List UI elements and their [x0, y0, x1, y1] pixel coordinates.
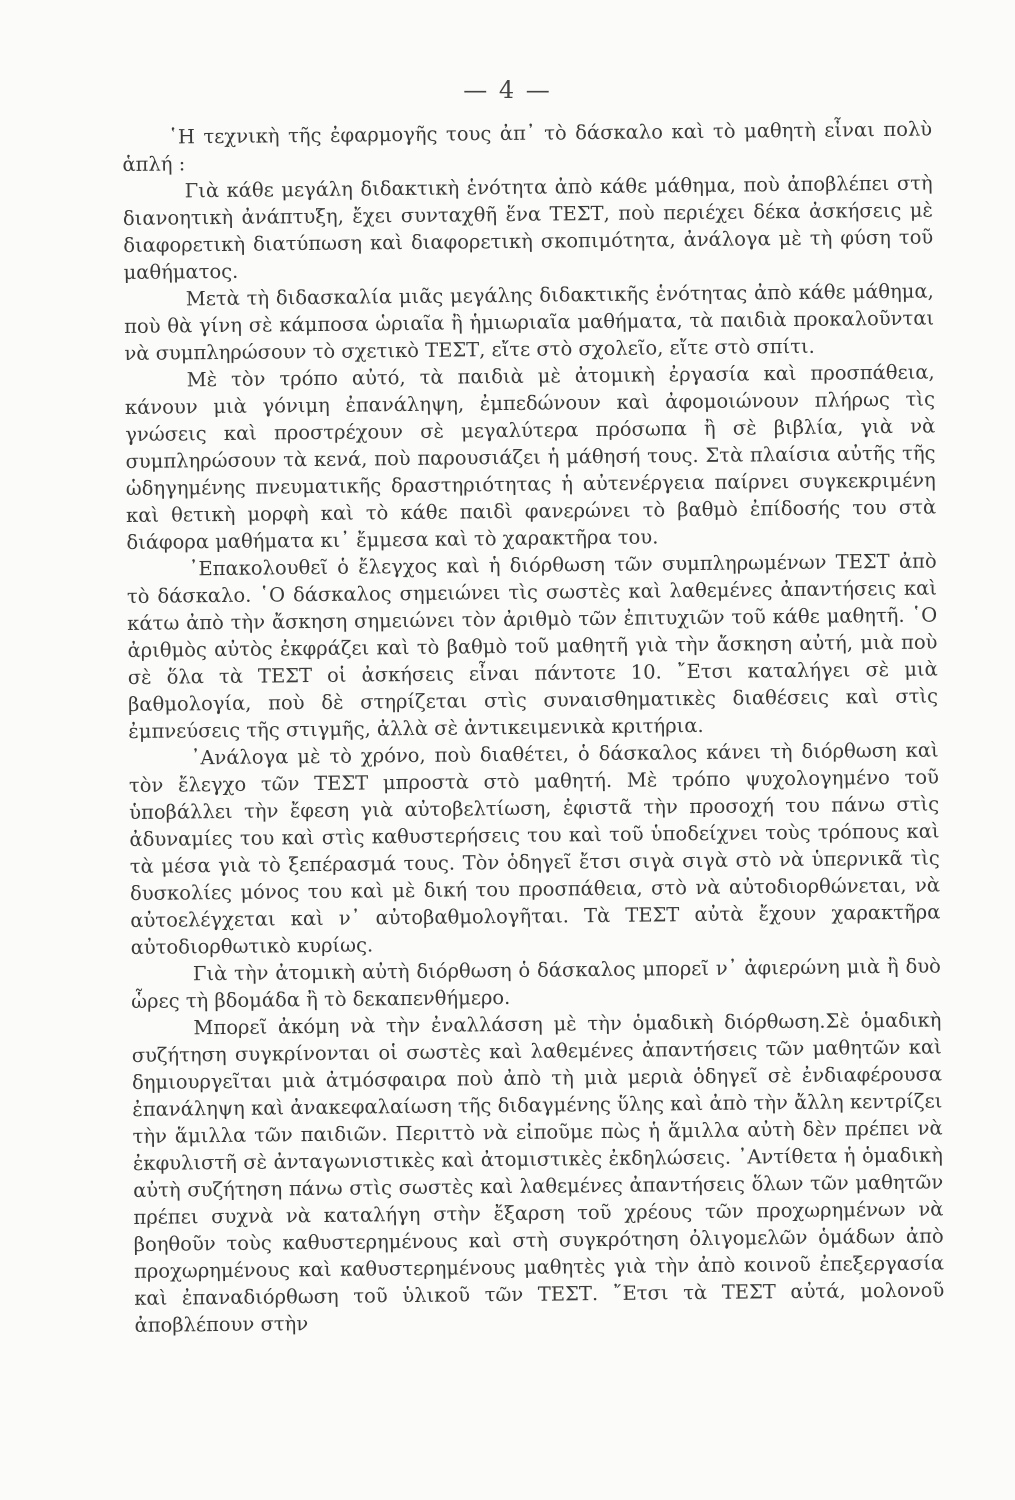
paragraph: Μπορεῖ ἀκόμη νὰ τὴν ἐναλλάσση μὲ τὴν ὁμαδικὴ διόρθωση.Σὲ ὁμαδικὴ συζήτηση συγκρίνονται οἱ σωστὲς καὶ λαθεμένες ἀπαντήσεις τῶν μαθητῶν καὶ δημιουργεῖται μιὰ ἀτμόσφαιρα ποὺ ἀπὸ τὴ μιὰ μεριὰ ὁδηγεῖ σὲ ἐνδιαφέρουσα ἐπανάληψη καὶ ἀνακεφαλαίωση τῆς διδαγμένης ὕλης καὶ ἀπὸ τὴν ἄλλη κεντρίζει τὴν ἅμιλλα τῶν παιδιῶν. Περιττὸ νὰ εἰποῦμε πὼς ἡ ἅμιλλα αὐτὴ δὲν πρέπει νὰ ἐκφυλιστῆ σὲ ἀνταγωνιστικὲς καὶ ἀτομιστικὲς ἐκδηλώσεις. ᾽Αντίθετα ἡ ὁμαδικὴ αὐτὴ συζήτηση πάνω στὶς σωστὲς καὶ λαθεμένες ἀπαντήσεις ὅλων τῶν μαθητῶν πρέπει συχνὰ νὰ καταλήγη στὴν ἔξαρση τοῦ χρέους τῶν προχωρημένων νὰ βοηθοῦν τοὺς καθυστερημένους καὶ στὴ συγκρότηση ὀλιγομελῶν ὁμάδων ἀπὸ προχωρημένους καὶ καθυστερημένους μαθητὲς γιὰ τὴν ἀπὸ κοινοῦ ἐπεξεργασία καὶ ἐπαναδιόρθωση τοῦ ὑλικοῦ τῶν ΤΕΣΤ. ῎Ετσι τὰ ΤΕΣΤ αὐτά, μολονοῦ ἀποβλέπουν στὴν: [131, 1008, 945, 1337]
paragraph: ῾Η τεχνικὴ τῆς ἐφαρμογῆς τους ἀπ᾽ τὸ δάσκαλο καὶ τὸ μαθητὴ εἶναι πολὺ ἁπλή :: [122, 117, 933, 176]
paragraph: Μετὰ τὴ διδασκαλία μιᾶς μεγάλης διδακτικῆς ἑνότητας ἀπὸ κάθε μάθημα, ποὺ θὰ γίνη σὲ κάμποσα ὡριαῖα ἢ ἡμιωριαῖα μαθήματα, τὰ παιδιὰ προκαλοῦνται νὰ συμπληρώσουν τὸ σχετικὸ ΤΕΣΤ, εἴτε στὸ σχολεῖο, εἴτε στὸ σπίτι.: [124, 279, 935, 365]
body-text: [122, 116, 945, 1339]
paragraph: ᾽Ανάλογα μὲ τὸ χρόνο, ποὺ διαθέτει, ὁ δάσκαλος κάνει τὴ διόρθωση καὶ τὸν ἔλεγχο τῶν ΤΕΣΤ μπροστὰ στὸ μαθητή. Μὲ τρόπο ψυχολογημένο τοῦ ὑποβάλλει τὴν ἔφεση γιὰ αὐτοβελτίωση, ἐφιστᾶ τὴν προσοχή του πάνω στὶς ἀδυναμίες του καὶ στὶς καθυστερήσεις του καὶ τοῦ ὑποδείχνει τοὺς τρόπους καὶ τὰ μέσα γιὰ τὸ ξεπέρασμά τους. Τὸν ὁδηγεῖ ἔτσι σιγὰ σιγὰ στὸ νὰ ὑπερνικᾶ τὶς δυσκολίες μόνος του καὶ μὲ δική του προσπάθεια, στὸ νὰ αὐτοδιορθώνεται, νὰ αὐτοελέγχεται καὶ ν᾽ αὐτοβαθμολογῆται. Τὰ ΤΕΣΤ αὐτὰ ἔχουν χαρακτῆρα αὐτοδιορθωτικὸ κυρίως.: [128, 738, 941, 959]
page-number: — 4 —: [463, 76, 552, 104]
paragraph: Γιὰ κάθε μεγάλη διδακτικὴ ἑνότητα ἀπὸ κάθε μάθημα, ποὺ ἀποβλέπει στὴ διανοητικὴ ἀνάπτυξη, ἔχει συνταχθῆ ἕνα ΤΕΣΤ, ποὺ περιέχει δέκα ἀσκήσεις μὲ διαφορετικὴ διατύπωση καὶ διαφορετικὴ σκοπιμότητα, ἀνάλογα μὲ τὴ φύση τοῦ μαθήματος.: [122, 171, 934, 284]
paragraph: ᾽Επακολουθεῖ ὁ ἔλεγχος καὶ ἡ διόρθωση τῶν συμπληρωμένων ΤΕΣΤ ἀπὸ τὸ δάσκαλο. ῾Ο δάσκαλος σημειώνει τὶς σωστὲς καὶ λαθεμένες ἀπαντήσεις καὶ κάτω ἀπὸ τὴν ἄσκηση σημειώνει τὸν ἀριθμὸ τῶν ἐπιτυχιῶν τοῦ κάθε μαθητῆ. ῾Ο ἀριθμὸς αὐτὸς ἐκφράζει καὶ τὸ βαθμὸ τοῦ μαθητῆ γιὰ τὴν ἄσκηση αὐτή, μιὰ ποὺ σὲ ὅλα τὰ ΤΕΣΤ οἱ ἀσκήσεις εἶναι πάντοτε 10. ῎Ετσι καταλήγει σὲ μιὰ βαθμολογία, ποὺ δὲ στηρίζεται στὶς συναισθηματικὲς διαθέσεις καὶ στὶς ἐμπνεύσεις τῆς στιγμῆς, ἀλλὰ σὲ ἀντικειμενικὰ κριτήρια.: [126, 549, 939, 743]
paragraph: Γιὰ τὴν ἀτομικὴ αὐτὴ διόρθωση ὁ δάσκαλος μπορεῖ ν᾽ ἀφιερώνη μιὰ ἢ δυὸ ὧρες τὴ βδομάδα ἢ τὸ δεκαπενθήμερο.: [131, 954, 941, 1013]
paragraph: Μὲ τὸν τρόπο αὐτό, τὰ παιδιὰ μὲ ἀτομικὴ ἐργασία καὶ προσπάθεια, κάνουν μιὰ γόνιμη ἐπανάληψη, ἐμπεδώνουν καὶ ἀφομοιώνουν πλήρως τὶς γνώσεις καὶ προστρέχουν σὲ μεγαλύτερα πρόσωπα ἢ σὲ βιβλία, γιὰ νὰ συμπληρώσουν τὰ κενά, ποὺ παρουσιάζει ἡ μάθησή τους. Στὰ πλαίσια αὐτῆς τῆς ὡδηγημένης πνευματικῆς δραστηριότητας ἡ αὐτενέργεια παίρνει συγκεκριμένη καὶ θετικὴ μορφὴ καὶ τὸ κάθε παιδὶ φανερώνει τὸ βαθμὸ ἐπίδοσής του στὰ διάφορα μαθήματα κι᾽ ἔμμεσα καὶ τὸ χαρακτῆρα του.: [124, 360, 937, 554]
